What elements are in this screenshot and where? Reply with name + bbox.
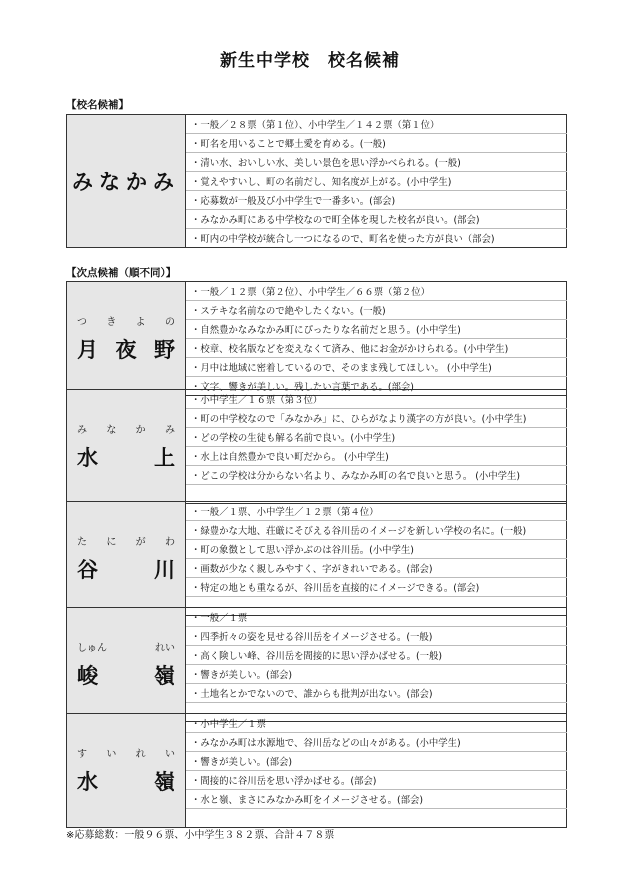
candidate-name-cell	[67, 282, 186, 396]
reading-char: い	[106, 749, 117, 760]
vote-count-row: ・一般／２８票（第１位）、小中学生／１４２票（第１位）	[186, 115, 567, 134]
vote-count-row: ・小中学生／１６票（第３位）	[186, 390, 567, 409]
candidate-reading	[67, 313, 185, 328]
reason-row: ・みなかみ町にある中学校なので町全体を現した校名が良い。(部会)	[186, 210, 567, 229]
reason-row: ・町の象徴として思い浮かぶのは谷川岳。(小中学生)	[186, 540, 567, 559]
kanji-char: 月	[77, 338, 98, 362]
reading-char: な	[106, 425, 117, 436]
candidate-kanji	[67, 660, 185, 690]
kanji-char: 夜	[115, 338, 137, 362]
candidate-reading	[67, 745, 185, 760]
sub-candidate-table	[66, 281, 567, 396]
reason-row: ・ステキな名前なので絶やしたくない。(一般)	[186, 301, 567, 320]
reason-row: ・清い水、おいしい水、美しい景色を思い浮かべられる。(一般)	[186, 153, 567, 172]
kanji-char: 上	[154, 446, 175, 470]
reason-row: ・月中は地域に密着しているので、そのまま残してほしい。 (小中学生)	[186, 358, 567, 377]
reading-char: わ	[164, 537, 175, 548]
reason-row: ・どこの学校は分からない名より、みなかみ町の名で良いと思う。 (小中学生)	[186, 466, 567, 485]
reading-char: た	[77, 537, 87, 548]
reason-row: ・文字、響きが美しい。残したい言葉である。(部会)	[186, 377, 567, 396]
candidate-name-cell	[67, 390, 186, 504]
reason-row: ・間接的に谷川岳を思い浮かばせる。(部会)	[186, 771, 567, 790]
candidate-name-cell	[67, 608, 186, 722]
candidate-reading	[67, 639, 185, 654]
main-candidate-table	[66, 114, 567, 248]
candidate-reading	[67, 533, 185, 548]
reading-char: れ	[135, 749, 146, 760]
reading-char: き	[106, 317, 117, 328]
sub-candidate-table	[66, 389, 567, 504]
candidate-name-cell	[67, 714, 186, 828]
reason-row: ・水上は自然豊かで良い町だから。 (小中学生)	[186, 447, 567, 466]
candidate-reading	[67, 421, 185, 436]
reason-row: ・応募数が一般及び小中学生で一番多い。(部会)	[186, 191, 567, 210]
kanji-char: 水	[77, 770, 98, 794]
candidate-kanji	[67, 442, 185, 472]
reason-row: ・町名を用いることで郷土愛を育める。(一般)	[186, 134, 567, 153]
kanji-char: 谷	[77, 558, 98, 582]
page-title: 新生中学校 校名候補	[220, 51, 400, 71]
kanji-char: 水	[77, 446, 98, 470]
candidate-kanji	[67, 334, 185, 364]
candidate-name-cell	[67, 115, 186, 248]
vote-count-row: ・一般／１票、小中学生／１２票（第４位）	[186, 502, 567, 521]
reading-char: い	[164, 749, 175, 760]
reading-char: つ	[77, 317, 87, 328]
reason-row: ・四季折々の姿を見せる谷川岳をイメージさせる。(一般)	[186, 627, 567, 646]
reading-char: よ	[135, 317, 146, 328]
reading-char: れい	[155, 643, 175, 654]
reason-row: ・緑豊かな大地、荘厳にそびえる谷川岳のイメージを新しい学校の名に。(一般)	[186, 521, 567, 540]
sub-candidates-section-label: 【次点候補（順不同）】	[66, 267, 177, 279]
reason-row: ・覚えやすいし、町の名前だし、知名度が上がる。(小中学生)	[186, 172, 567, 191]
reason-row: ・みなかみ町は水源地で、谷川岳などの山々がある。(小中学生)	[186, 733, 567, 752]
reading-char: が	[135, 537, 146, 548]
total-votes-note: ※応募総数：一般９６票、小中学生３８２票、合計４７８票	[66, 830, 335, 841]
reading-char: み	[77, 425, 87, 436]
reading-char: す	[77, 749, 87, 760]
reading-char: に	[106, 537, 117, 548]
reason-row: ・水と嶺、まさにみなかみ町をイメージさせる。(部会)	[186, 790, 567, 809]
candidate-kanji	[67, 766, 185, 796]
sub-candidate-table	[66, 607, 567, 722]
candidate-kanji	[67, 554, 185, 584]
kanji-char: 嶺	[154, 664, 175, 688]
reason-row: ・響きが美しい。(部会)	[186, 752, 567, 771]
kanji-char: 嶺	[154, 770, 175, 794]
vote-count-row: ・一般／１２票（第２位）、小中学生／６６票（第２位）	[186, 282, 567, 301]
sub-candidate-table	[66, 501, 567, 616]
reason-row: ・町内の中学校が統合し一つになるので、町名を使った方が良い（部会)	[186, 229, 567, 248]
reading-char: しゅん	[77, 643, 107, 654]
reason-row: ・画数が少なく親しみやすく、字がきれいである。(部会)	[186, 559, 567, 578]
vote-count-row: ・一般／１票	[186, 608, 567, 627]
kanji-char: 野	[154, 338, 175, 362]
reason-row: ・高く険しい峰、谷川岳を間接的に思い浮かばせる。(一般)	[186, 646, 567, 665]
reading-char: の	[164, 317, 175, 328]
reason-row: ・土地名とかでないので、誰からも批判が出ない。(部会)	[186, 684, 567, 703]
main-candidate-section-label: 【校名候補】	[66, 99, 129, 111]
kanji-char: 峻	[77, 664, 98, 688]
candidate-name: みなかみ	[72, 170, 180, 194]
kanji-char: 川	[154, 558, 175, 582]
reason-row: ・響きが美しい。(部会)	[186, 665, 567, 684]
reason-row: ・校章、校名版などを変えなくて済み、他にお金がかけられる。(小中学生)	[186, 339, 567, 358]
candidate-name-cell	[67, 502, 186, 616]
reason-row: ・どの学校の生徒も解る名前で良い。(小中学生)	[186, 428, 567, 447]
reason-row: ・町の中学校なので「みなかみ」に、ひらがなより漢字の方が良い。(小中学生)	[186, 409, 567, 428]
reason-row: ・自然豊かなみなかみ町にぴったりな名前だと思う。(小中学生)	[186, 320, 567, 339]
reason-row	[186, 809, 567, 828]
reason-row: ・特定の地とも重なるが、谷川岳を直接的にイメージできる。(部会)	[186, 578, 567, 597]
reading-char: か	[135, 425, 146, 436]
sub-candidate-table	[66, 713, 567, 828]
vote-count-row: ・小中学生／１票	[186, 714, 567, 733]
reading-char: み	[164, 425, 175, 436]
